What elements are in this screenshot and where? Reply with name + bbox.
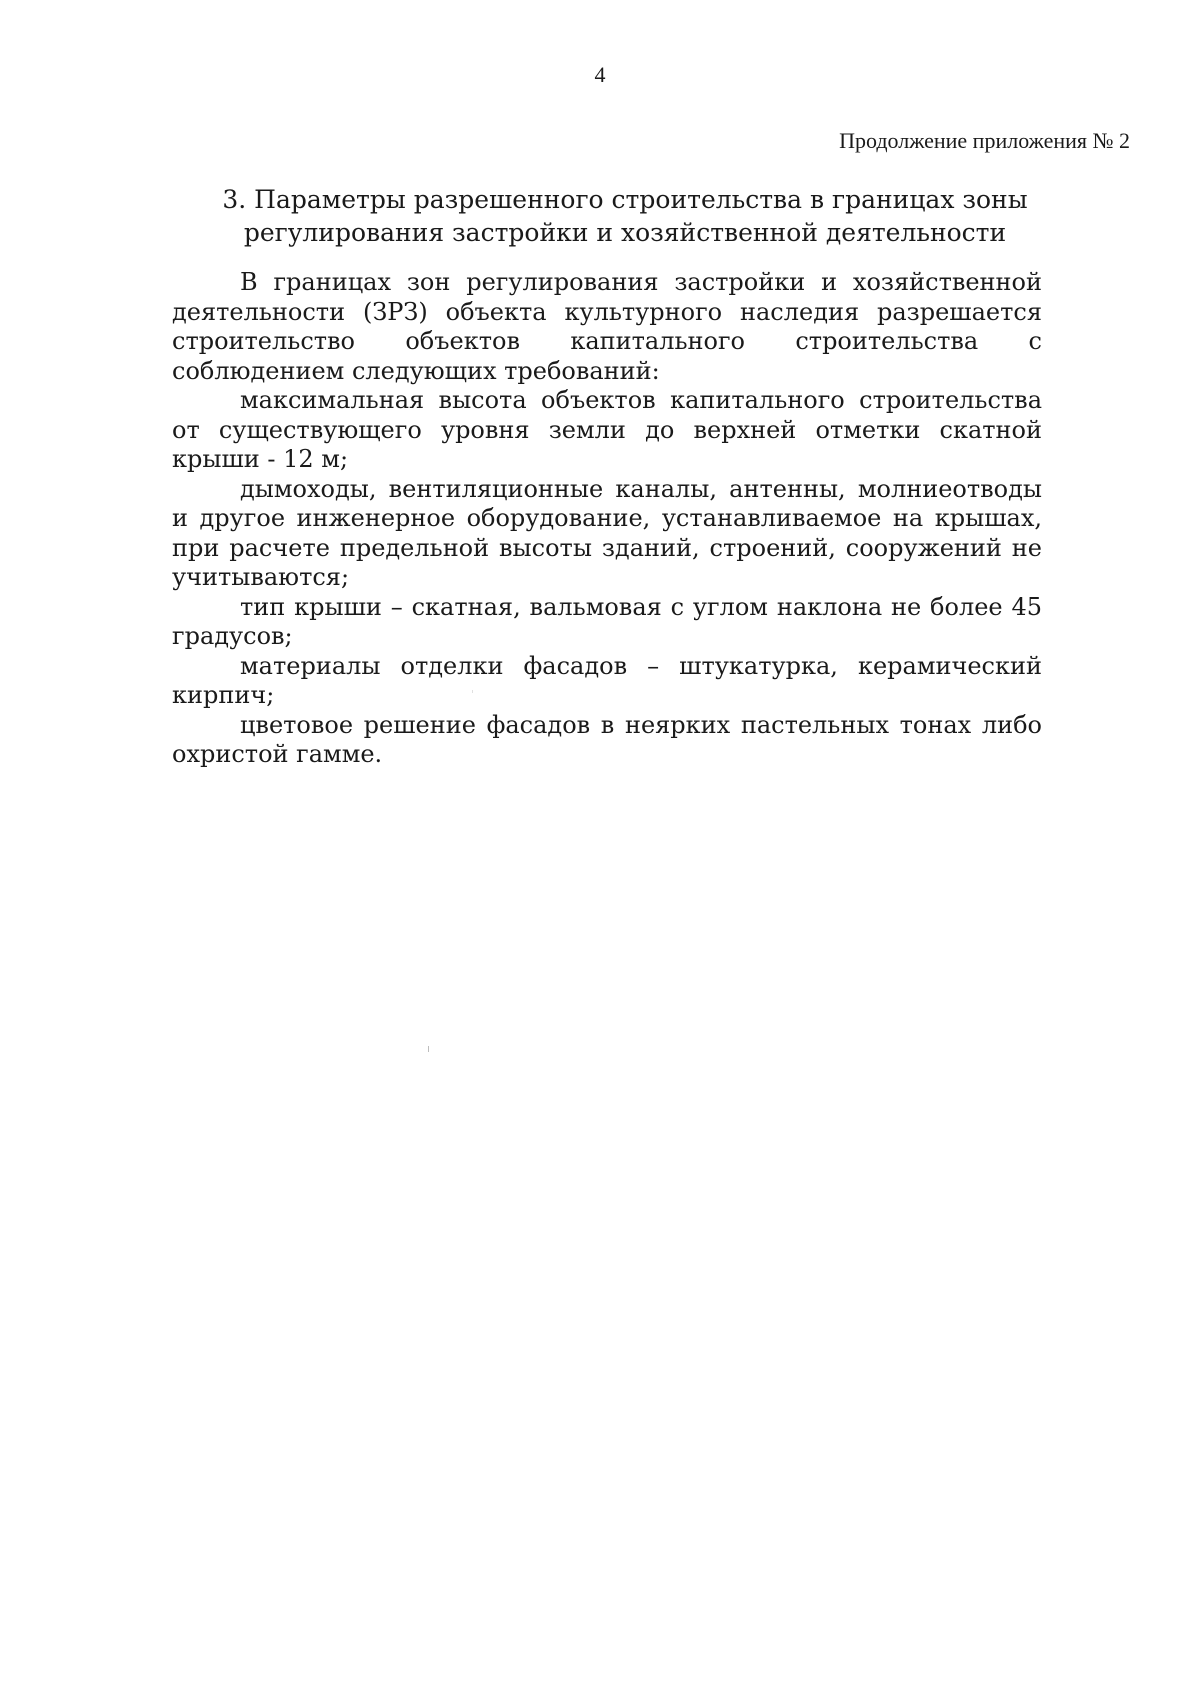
scan-speck xyxy=(472,690,473,693)
appendix-continuation-label: Продолжение приложения № 2 xyxy=(839,128,1130,153)
intro-paragraph: В границах зон регулирования застройки и хозяйственной деятельности (ЗРЗ) объекта культурного наследия разрешается строительство объектов капитального строительства с соблюдением следующих требований: xyxy=(172,268,1042,385)
requirement-facade-materials: материалы отделки фасадов – штукатурка, керамический кирпич; xyxy=(172,651,1042,709)
requirement-facade-color: цветовое решение фасадов в неярких пастельных тонах либо охристой гамме. xyxy=(172,710,1042,768)
requirement-max-height: максимальная высота объектов капитального строительства от существующего уровня земли до верхней отметки скатной крыши - 12 м; xyxy=(172,386,1042,473)
page-number: 4 xyxy=(594,62,606,87)
section-body xyxy=(172,268,1042,770)
requirement-roof-equipment: дымоходы, вентиляционные каналы, антенны, молниеотводы и другое инженерное оборудование, устанавливаемое на крышах, при расчете предельной высоты зданий, строений, сооружений не учитываются; xyxy=(172,474,1042,591)
requirement-roof-type: тип крыши – скатная, вальмовая с углом наклона не более 45 градусов; xyxy=(172,592,1042,650)
scan-speck xyxy=(428,1046,429,1052)
section-title: 3. Параметры разрешенного строительства в границах зоны регулирования застройки и хозяйственной деятельности xyxy=(222,185,1028,247)
